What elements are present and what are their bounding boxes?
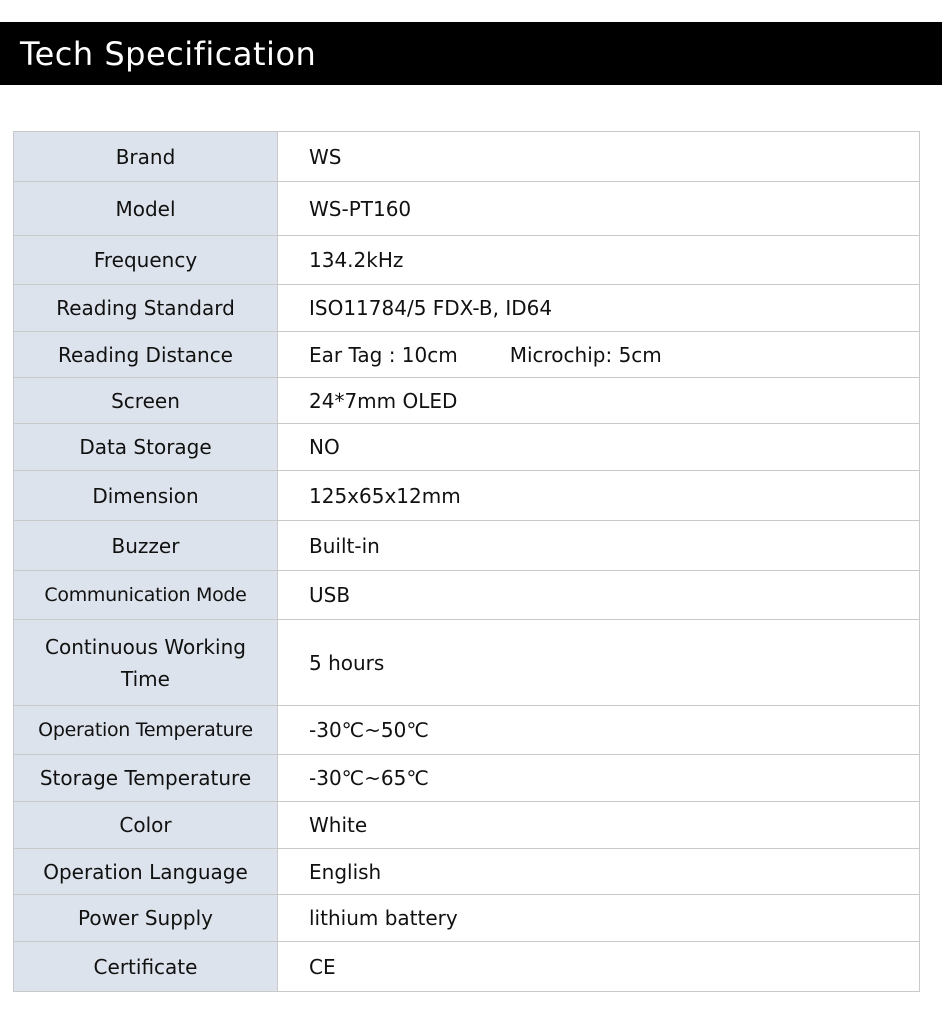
spec-label: Color (14, 802, 278, 849)
spec-label: Communication Mode (14, 571, 278, 620)
spec-value: 24*7mm OLED (278, 378, 920, 424)
table-row (14, 285, 920, 332)
spec-value: 5 hours (278, 620, 920, 706)
spec-value: CE (278, 942, 920, 992)
table-row (14, 378, 920, 424)
spec-label: Operation Language (14, 849, 278, 895)
spec-label: Frequency (14, 236, 278, 285)
table-row (14, 521, 920, 571)
spec-label: Buzzer (14, 521, 278, 571)
spec-value: WS (278, 132, 920, 182)
spec-value: -30℃~50℃ (278, 706, 920, 755)
spec-value: 125x65x12mm (278, 471, 920, 521)
spec-label: Reading Standard (14, 285, 278, 332)
microchip-distance: Microchip: 5cm (509, 342, 662, 367)
table-row (14, 620, 920, 706)
table-row (14, 424, 920, 471)
table-row (14, 182, 920, 236)
spec-value: WS-PT160 (278, 182, 920, 236)
spec-label: Reading Distance (14, 332, 278, 378)
table-row (14, 571, 920, 620)
table-row (14, 802, 920, 849)
table-row (14, 132, 920, 182)
table-row (14, 849, 920, 895)
spec-value: 134.2kHz (278, 236, 920, 285)
spec-label: Brand (14, 132, 278, 182)
spec-value: ISO11784/5 FDX-B, ID64 (278, 285, 920, 332)
spec-label: Continuous Working Time (14, 620, 278, 706)
table-row (14, 755, 920, 802)
spec-value: lithium battery (278, 895, 920, 942)
table-row (14, 942, 920, 992)
spec-label: Certificate (14, 942, 278, 992)
spec-value: NO (278, 424, 920, 471)
spec-label: Storage Temperature (14, 755, 278, 802)
spec-label: Data Storage (14, 424, 278, 471)
spec-value: USB (278, 571, 920, 620)
table-row (14, 332, 920, 378)
spec-label: Model (14, 182, 278, 236)
spec-label: Operation Temperature (14, 706, 278, 755)
ear-tag-distance: Ear Tag : 10cm (309, 342, 458, 367)
page-title: Tech Specification (20, 34, 317, 73)
title-bar (0, 22, 942, 85)
spec-value: Built-in (278, 521, 920, 571)
spec-label: Power Supply (14, 895, 278, 942)
spec-label: Screen (14, 378, 278, 424)
table-row (14, 471, 920, 521)
spec-label: Dimension (14, 471, 278, 521)
table-row (14, 236, 920, 285)
table-row (14, 706, 920, 755)
spec-value: English (278, 849, 920, 895)
spec-table (13, 131, 920, 992)
spec-value (278, 332, 920, 378)
spec-value: -30℃~65℃ (278, 755, 920, 802)
spec-value: White (278, 802, 920, 849)
table-row (14, 895, 920, 942)
